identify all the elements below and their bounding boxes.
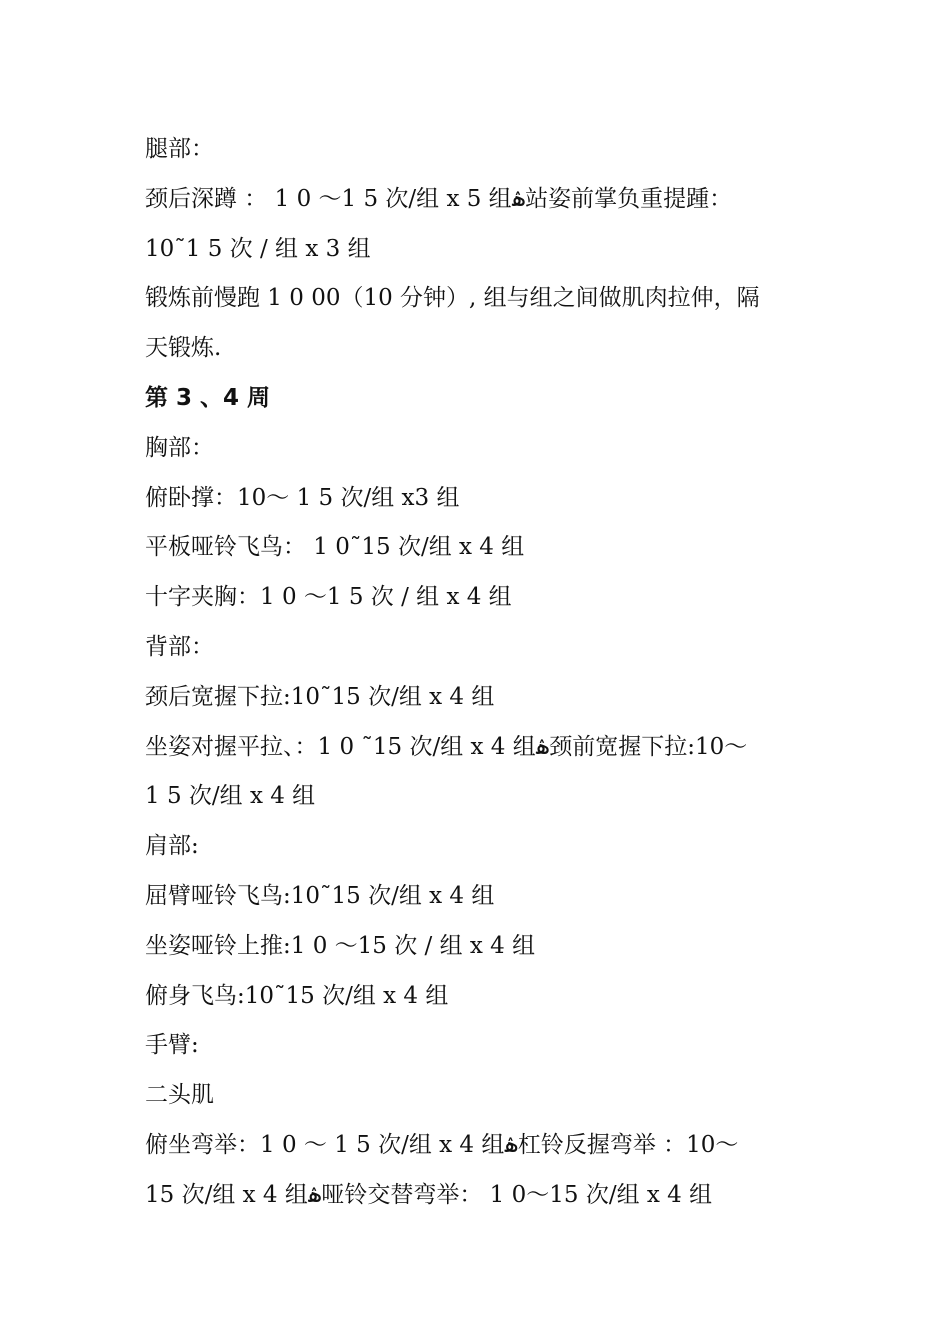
section-label-back: 背部： bbox=[145, 633, 214, 660]
document-body bbox=[145, 125, 815, 1221]
exercise-line: 1 5 次/组 x 4 组 bbox=[145, 783, 316, 810]
exercise-line: 颈后深蹲 ： 1 0 ～1 5 次/组 x 5 组ۿ站姿前掌负重提踵： bbox=[145, 185, 733, 212]
exercise-line: 坐姿哑铃上推:1 0 ～15 次 / 组 x 4 组 bbox=[145, 932, 536, 959]
exercise-line: 15 次/组 x 4 组ۿ哑铃交替弯举： 1 0～15 次/组 x 4 组 bbox=[145, 1181, 713, 1208]
subsection-label-biceps: 二头肌 bbox=[145, 1082, 214, 1109]
exercise-line: 俯坐弯举：1 0 ～ 1 5 次/组 x 4 组ۿ杠铃反握弯举 ：10～ bbox=[145, 1131, 739, 1158]
exercise-line: 十字夹胸：1 0 ～1 5 次 / 组 x 4 组 bbox=[145, 584, 512, 611]
exercise-line: 颈后宽握下拉:10˜15 次/组 x 4 组 bbox=[145, 683, 495, 710]
exercise-line: 坐姿对握平拉、：1 0 ˜15 次/组 x 4 组ۿ颈前宽握下拉:10～ bbox=[145, 733, 748, 760]
section-label-arms: 手臂: bbox=[145, 1032, 199, 1059]
exercise-line: 平板哑铃飞鸟： 1 0˜15 次/组 x 4 组 bbox=[145, 534, 525, 561]
exercise-line: 俯身飞鸟:10˜15 次/组 x 4 组 bbox=[145, 982, 449, 1009]
week-heading: 第 3 、4 周 bbox=[145, 384, 271, 411]
note-line: 锻炼前慢跑 1 0 00（10 分钟）, 组与组之间做肌肉拉伸，隔 bbox=[145, 285, 760, 312]
section-label-legs: 腿部： bbox=[145, 136, 214, 162]
note-line: 天锻炼. bbox=[145, 335, 222, 362]
section-label-shoulders: 肩部: bbox=[145, 833, 199, 860]
section-label-chest: 胸部： bbox=[145, 434, 214, 461]
exercise-line: 屈臂哑铃飞鸟:10˜15 次/组 x 4 组 bbox=[145, 882, 495, 909]
exercise-line: 俯卧撑：10～ 1 5 次/组 x3 组 bbox=[145, 484, 460, 511]
exercise-line: 10˜1 5 次 / 组 x 3 组 bbox=[145, 235, 371, 262]
